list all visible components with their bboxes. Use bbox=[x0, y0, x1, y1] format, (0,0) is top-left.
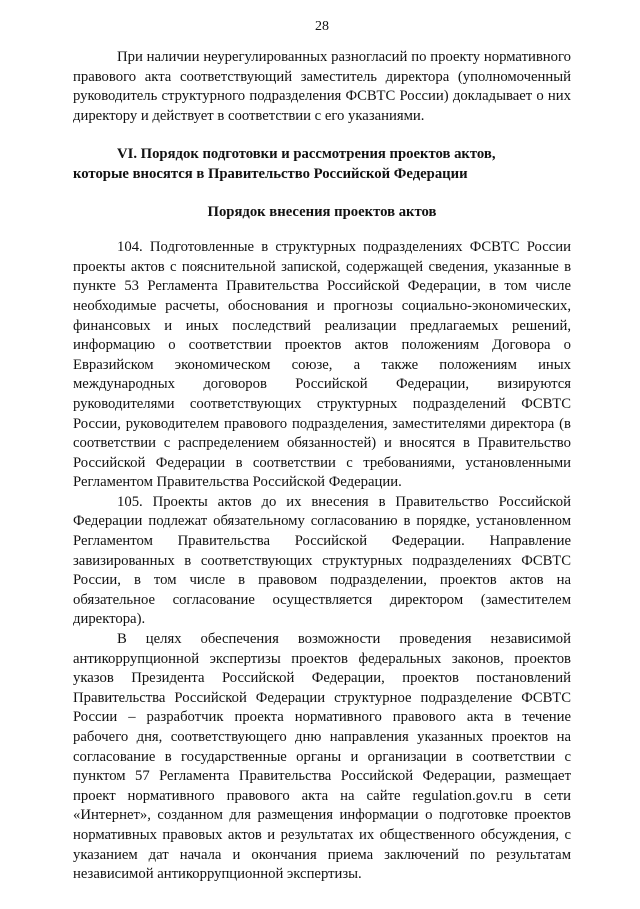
paragraph-104: 104. Подготовленные в структурных подразделениях ФСВТС России проекты актов с пояснительной запиской, содержащей сведения, указанные в пункте 53 Регламента Правительства Российской Федерации, в том числе необходимые расчеты, обоснования и прогнозы социально-экономических, финансовых и иных последствий реализации предлагаемых решений, информацию о соответствии проектов актов положениям Договора о Евразийском экономическом союзе, а также положениям иных международных договоров Российской Федерации, визируются руководителями соответствующих структурных подразделений ФСВТС России, руководителем правового подразделения, заместителями директора (в соответствии с распределением обязанностей) и вносятся в Правительство Российской Федерации в соответствии с требованиями, установленными Регламентом Правительства Российской Федерации. bbox=[73, 239, 571, 491]
intro-paragraph: При наличии неурегулированных разногласий по проекту нормативного правового акта соответствующий заместитель директора (уполномоченный руководитель структурного подразделения ФСВТС России) докладывает о них директору и действует в соответствии с его указаниями. bbox=[73, 49, 571, 124]
section-heading-line1: VI. Порядок подготовки и рассмотрения проектов актов, bbox=[117, 146, 496, 163]
paragraph-105: 105. Проекты актов до их внесения в Правительство Российской Федерации подлежат обязательному согласованию в порядке, установленном Регламентом Правительства Российской Федерации. Направление завизированных в соответствующих структурных подразделениях ФСВТС России, в том числе в правовом подразделении, проектов актов на обязательное согласование осуществляется директором (заместителем директора). bbox=[73, 493, 571, 628]
section-heading-line2: которые вносятся в Правительство Российской Федерации bbox=[73, 165, 468, 182]
page-number: 28 bbox=[315, 19, 329, 34]
paragraph-anticorruption: В целях обеспечения возможности проведения независимой антикоррупционной экспертизы проектов федеральных законов, проектов указов Президента Российской Федерации, проектов постановлений Правительства Российской Федерации структурное подразделение ФСВТС России – разработчик проекта нормативного правового акта в течение рабочего дня, соответствующего дню направления указанных проектов на согласование в государственные органы и организации в соответствии с пунктом 57 Регламента Правительства Российской Федерации, размещает проект нормативного правового акта на сайте regulation.gov.ru в сети «Интернет», созданном для размещения информации о подготовке проектов нормативных правовых актов и результатах их общественного обсуждения, с указанием дат начала и окончания приема заключений по результатам независимой антикоррупционной экспертизы. bbox=[73, 631, 571, 883]
sub-heading: Порядок внесения проектов актов bbox=[207, 203, 437, 220]
document-page bbox=[73, 18, 571, 885]
